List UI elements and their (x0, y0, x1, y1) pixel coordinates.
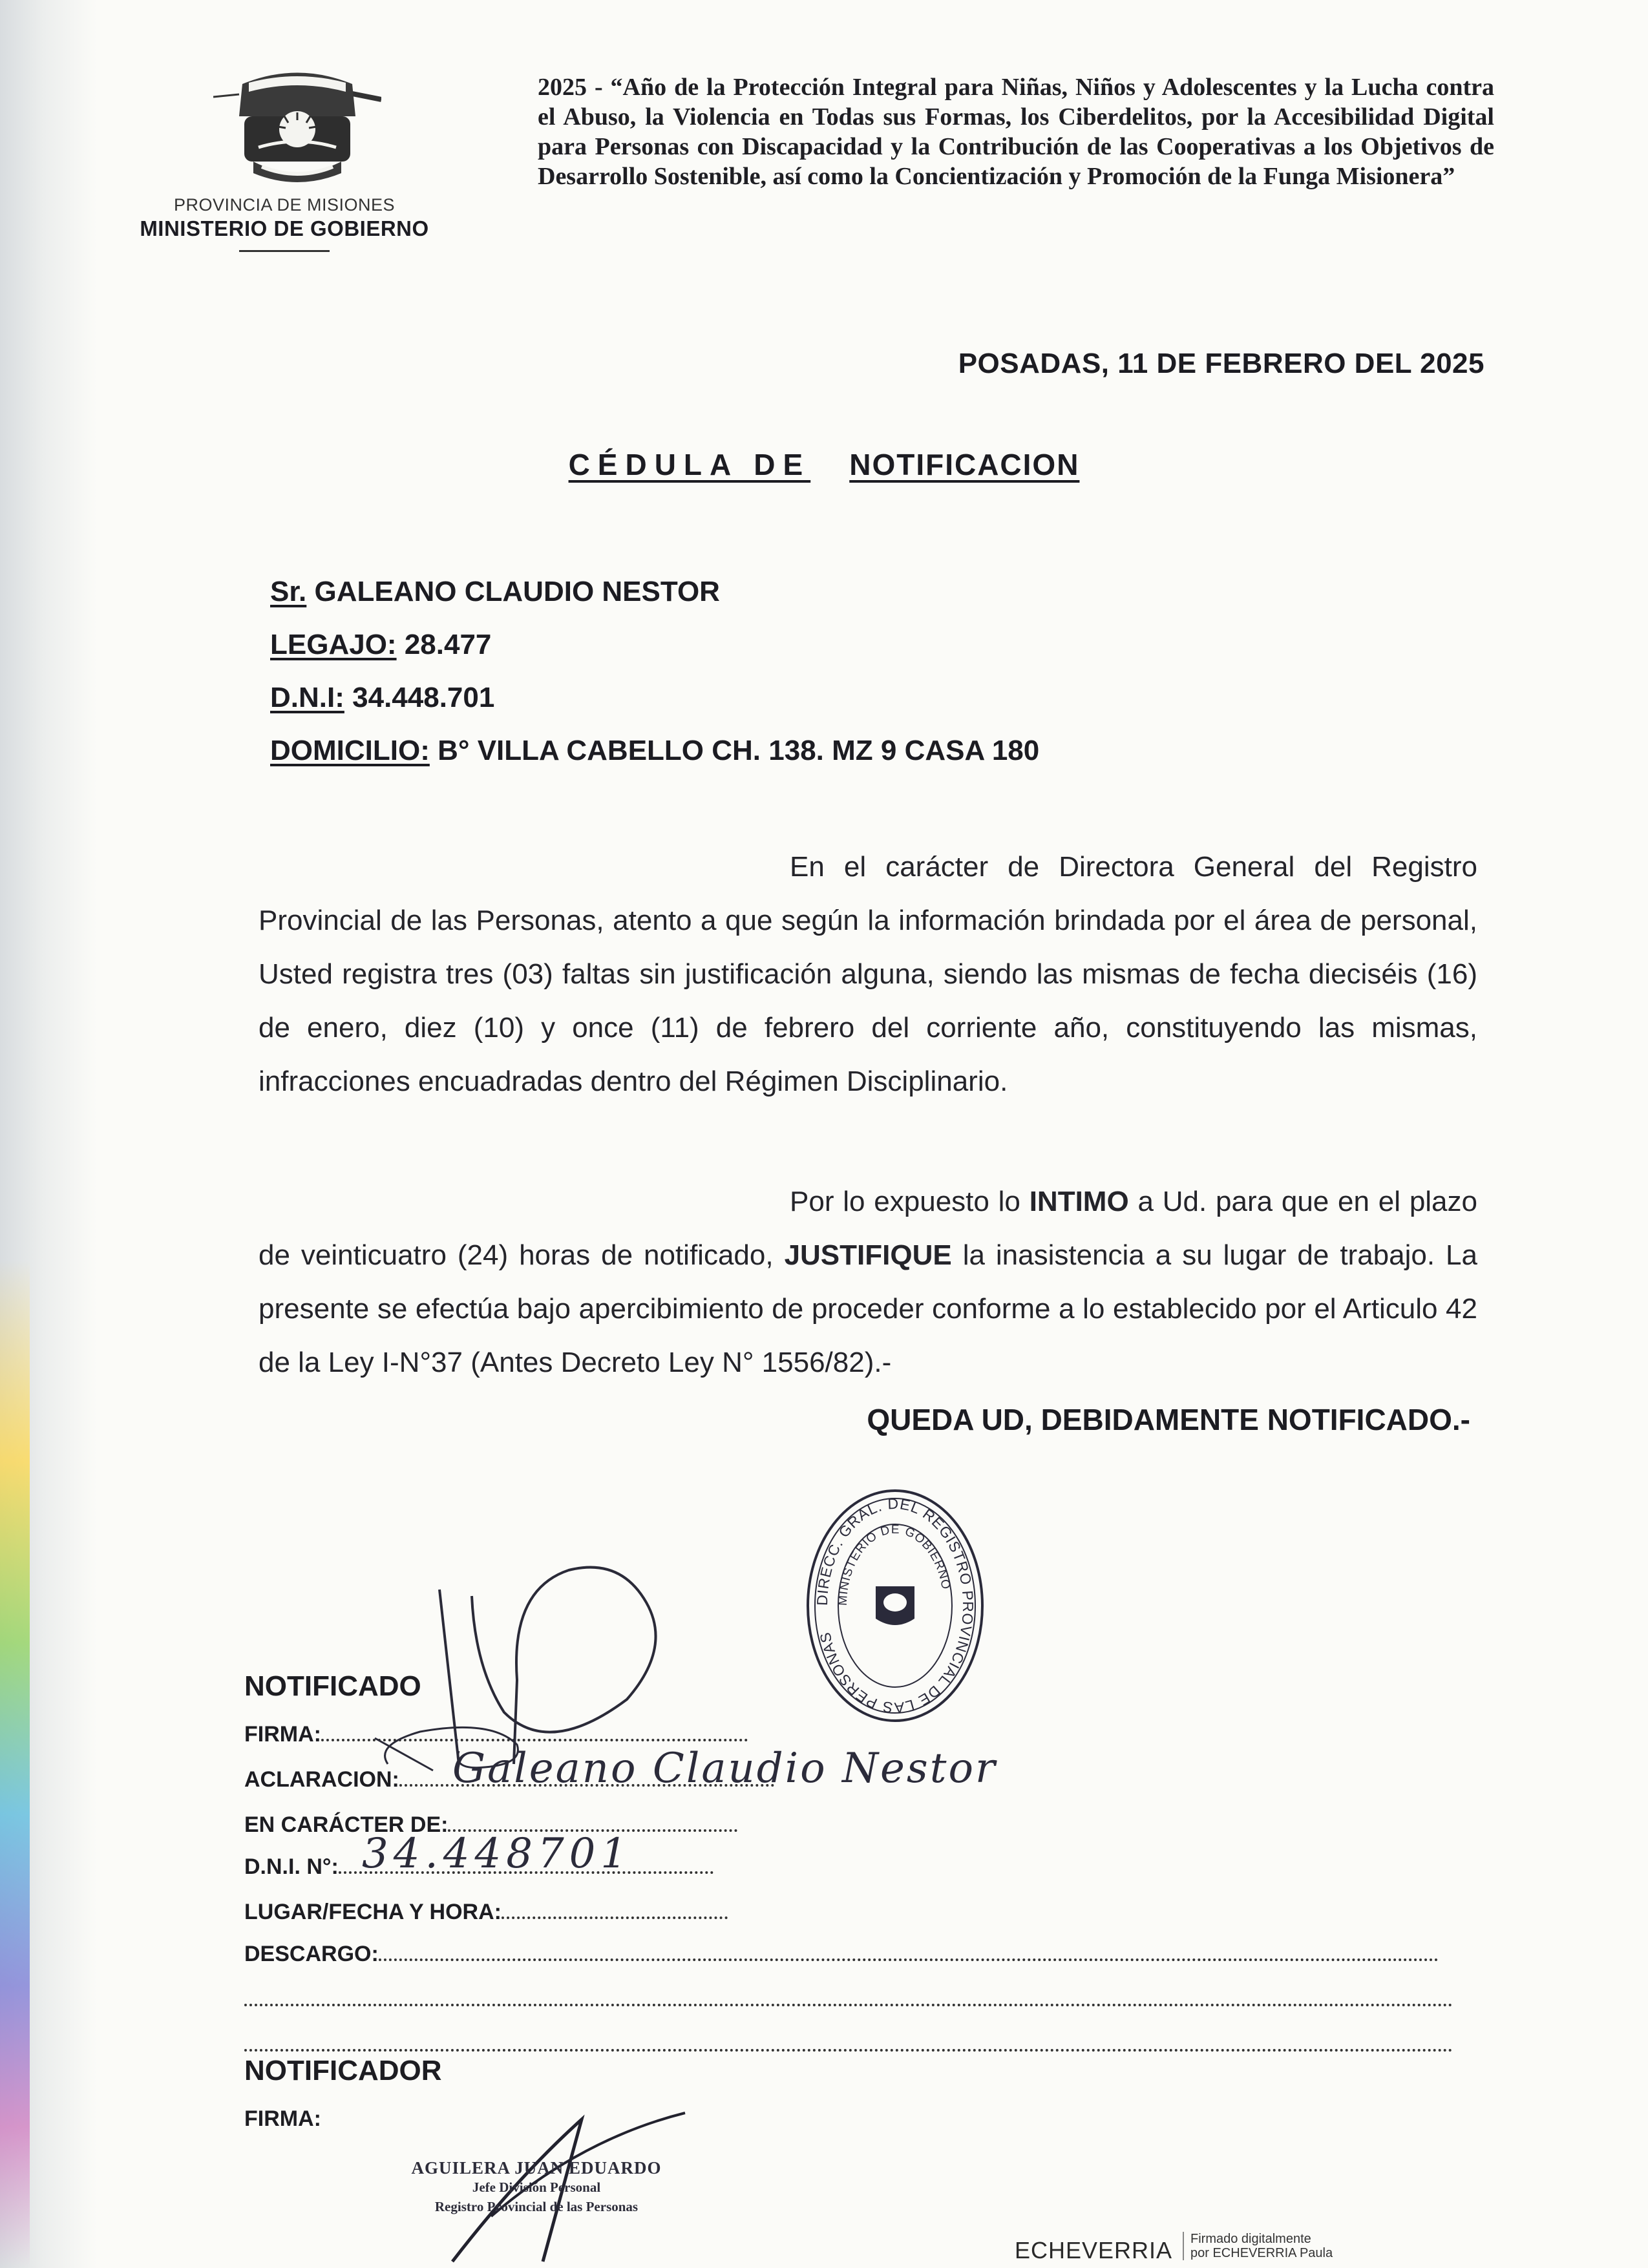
lugar-label: LUGAR/FECHA Y HORA: (244, 1900, 502, 1924)
notificado-heading: NOTIFICADO (244, 1670, 421, 1702)
legajo-value: 28.477 (404, 629, 492, 660)
digital-signature (1015, 2232, 1333, 2264)
province-name: PROVINCIA DE MISIONES (173, 195, 396, 215)
stamp-name: AGUILERA JUAN EDUARDO (411, 2158, 662, 2178)
descargo-line-3 (244, 2042, 1453, 2052)
dni-label: D.N.I: (270, 682, 344, 713)
salutation: Sr. (270, 576, 307, 607)
notificador-firma-label: FIRMA: (244, 2106, 321, 2131)
addressee-name: GALEANO CLAUDIO NESTOR (314, 576, 720, 607)
intimo-emphasis: INTIMO (1029, 1186, 1129, 1217)
lugar-row[interactable] (244, 1900, 728, 1925)
domicilio-value: B° VILLA CABELLO CH. 138. MZ 9 CASA 180 (438, 735, 1040, 766)
domicilio-row (270, 724, 1039, 777)
aclaracion-label: ACLARACION: (244, 1767, 399, 1792)
notificado-signature (362, 1551, 698, 1783)
title-part-2: NOTIFICACION (849, 448, 1080, 481)
dni-value: 34.448.701 (352, 682, 495, 713)
aclaracion-handwritten: Galeano Claudio Nestor (452, 1745, 997, 1792)
stamp-office: Registro Provincial de las Personas (434, 2199, 639, 2214)
justifique-emphasis: JUSTIFIQUE (784, 1239, 952, 1271)
stamp-title: Jefe División Personal (472, 2179, 601, 2195)
ministry-block (123, 195, 446, 252)
document-title (0, 447, 1648, 482)
notificador-firma-row[interactable] (244, 2106, 321, 2132)
descargo-row-2[interactable] (244, 1987, 1453, 2012)
legajo-label: LEGAJO: (270, 629, 397, 660)
digital-signature-note (1183, 2232, 1333, 2260)
lugar-line (502, 1910, 728, 1919)
seal-shield-icon (876, 1586, 914, 1625)
descargo-row-3[interactable] (244, 2032, 1453, 2057)
addressee-block (270, 565, 1039, 777)
p2-text-c: a Ud. para que en el plazo de veinticuatro (24) horas de notificado, (259, 1186, 1477, 1271)
descargo-line-2 (244, 1997, 1453, 2006)
body-paragraph-1 (259, 840, 1477, 1108)
title-part-1: CÉDULA DE (568, 448, 811, 481)
dni-form-label: D.N.I. N°: (244, 1854, 339, 1879)
caracter-label: EN CARÁCTER DE: (244, 1812, 449, 1837)
domicilio-label: DOMICILIO: (270, 735, 430, 766)
notificador-stamp (394, 2158, 679, 2216)
dni-row (270, 671, 1039, 724)
descargo-label: DESCARGO: (244, 1942, 379, 1966)
digital-note-line-2: por ECHEVERRIA Paula (1190, 2246, 1333, 2260)
ministry-name: MINISTERIO DE GOBIERNO (140, 216, 429, 240)
closing-line: QUEDA UD, DEBIDAMENTE NOTIFICADO.- (867, 1403, 1470, 1436)
digital-signature-surname: ECHEVERRIA (1015, 2237, 1173, 2263)
body-paragraph-1-text: En el carácter de Directora General del Registro Provincial de las Personas, atento a que según la información brindada por el área de personal, Usted registra tres (03) faltas sin justificación alguna, siendo las mismas de fecha dieciséis (16) de enero, diez (10) y once (11) de febrero del corriente año, constituyendo las mismas, infracciones encuadradas dentro del Régimen Disciplinario. (259, 851, 1477, 1097)
dni-handwritten: 34.448701 (362, 1830, 633, 1878)
province-emblem (213, 65, 381, 187)
legajo-row (270, 618, 1039, 671)
descargo-row[interactable] (244, 1942, 1439, 1967)
body-paragraph-2 (259, 1175, 1477, 1389)
scan-edge-artifact (0, 1260, 30, 2268)
date-line: POSADAS, 11 DE FEBRERO DEL 2025 (958, 348, 1484, 379)
descargo-line-1 (379, 1952, 1439, 1961)
ministry-rule (239, 250, 330, 252)
addressee-name-row (270, 565, 1039, 618)
p2-text-e: la inasistencia a su lugar de trabajo. La presente se efectúa bajo apercibimiento de proceder conforme a lo establecido por el Articulo 42 de la Ley I-N°37 (Antes Decreto Ley N° 1556/82).- (259, 1239, 1477, 1378)
year-motto: 2025 - “Año de la Protección Integral para Niñas, Niños y Adolescentes y la Lucha contra el Abuso, la Violencia en Todas sus Formas, los Ciberdelitos, por la Accesibilidad Digital para Personas con Discapacidad y la Contribución de las Cooperativas a los Objetivos de Desarrollo Sostenible, así como la Concientización y Promoción de la Funga Misionera” (538, 74, 1494, 190)
seal-inner-text: MINISTERIO DE GOBIERNO (836, 1522, 953, 1606)
seal-outer-text: DIRECC. GRAL. DEL REGISTRO PROVINCIAL DE LAS PERSONAS (813, 1495, 977, 1717)
notificador-heading: NOTIFICADOR (244, 2055, 442, 2086)
digital-note-line-1: Firmado digitalmente (1190, 2232, 1311, 2246)
firma-label: FIRMA: (244, 1722, 321, 1747)
p2-text-a: Por lo expuesto lo (790, 1186, 1020, 1217)
